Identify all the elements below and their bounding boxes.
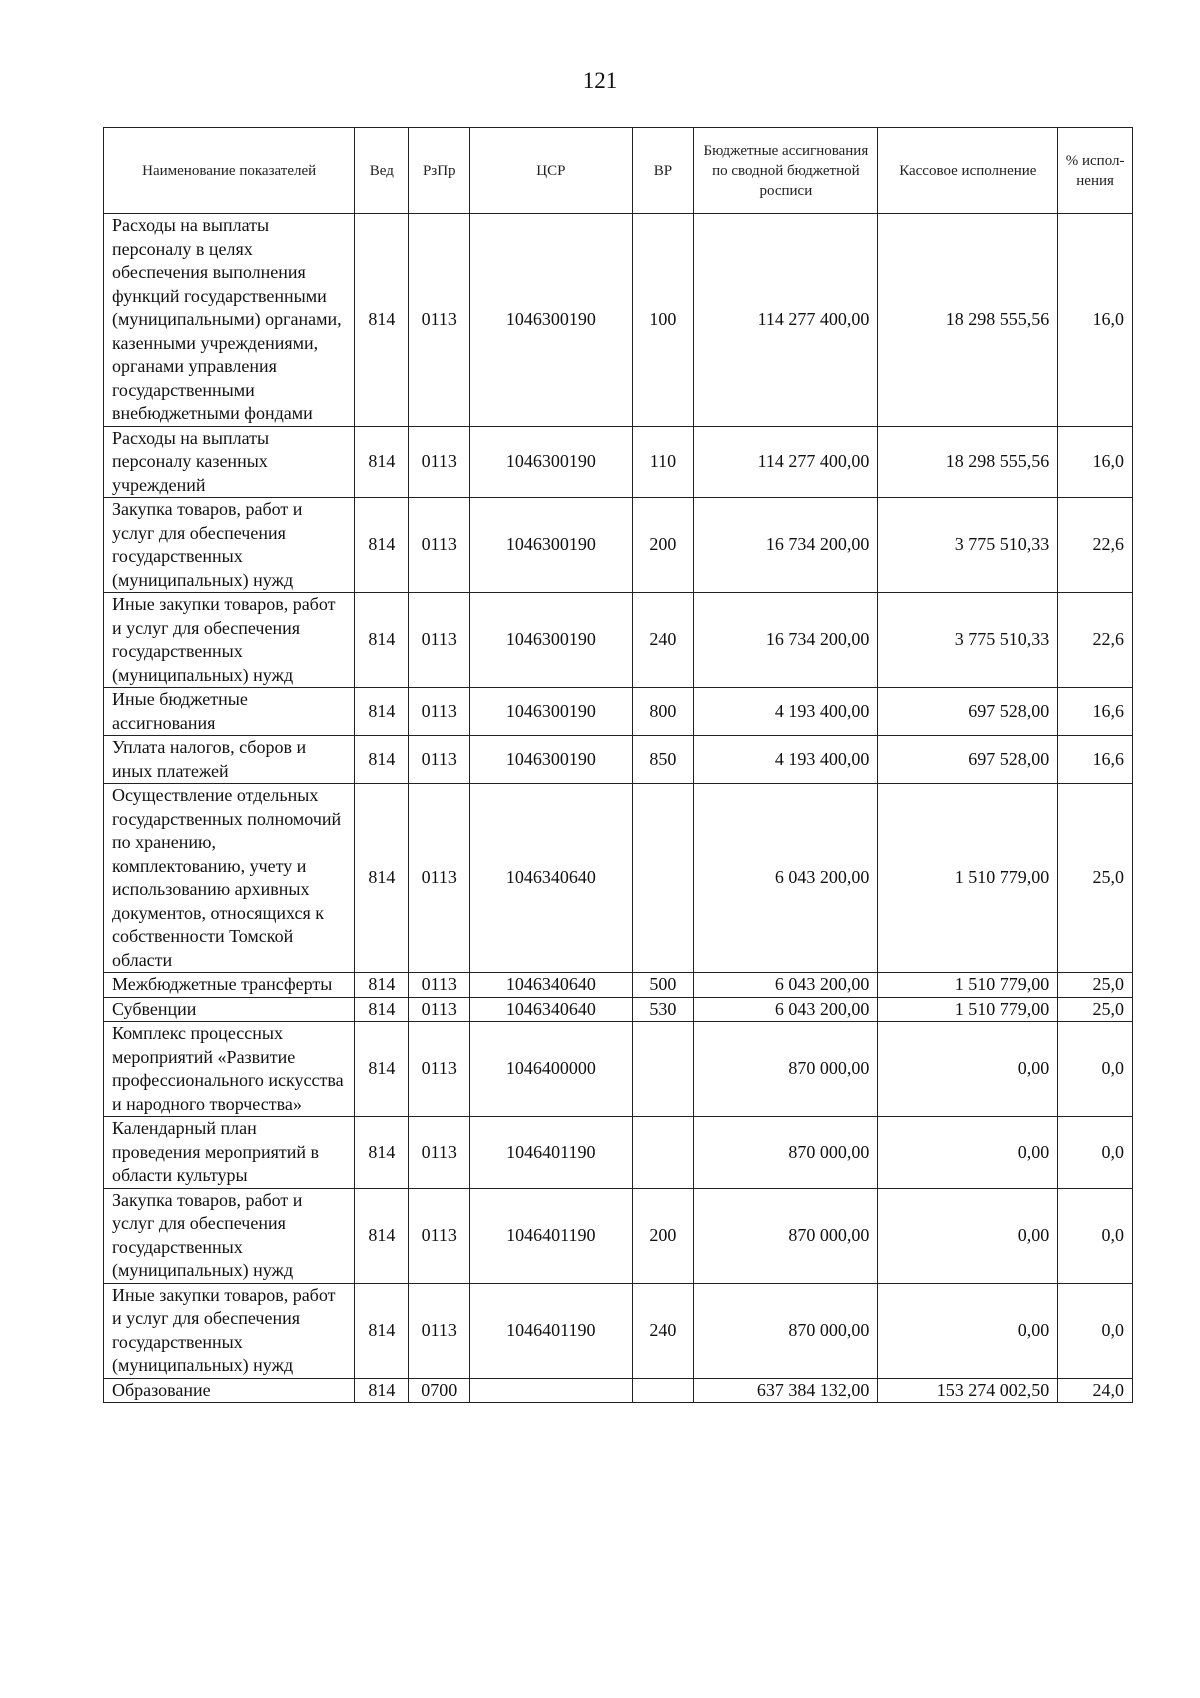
cell-name: Субвенции: [104, 997, 355, 1022]
cell-name: Комплекс процессных мероприятий «Развитие профессионального искусства и народного творчества»: [104, 1022, 355, 1117]
cell-budget: 16 734 200,00: [694, 498, 878, 593]
budget-execution-table: [103, 127, 1133, 1403]
cell-budget: 114 277 400,00: [694, 214, 878, 427]
table-row: [104, 973, 1133, 998]
cell-rzpr: 0113: [409, 1283, 470, 1378]
cell-ved: 814: [355, 593, 409, 688]
table-row: [104, 214, 1133, 427]
cell-vr: [632, 1378, 694, 1403]
table-row: [104, 498, 1133, 593]
cell-budget: 6 043 200,00: [694, 997, 878, 1022]
cell-name: Расходы на выплаты персоналу в целях обеспечения выполнения функций государственными (муниципальными) органами, казенными учреждениями, органами управления государственными внебюджетными фондами: [104, 214, 355, 427]
cell-vr: 100: [632, 214, 694, 427]
cell-name: Межбюджетные трансферты: [104, 973, 355, 998]
cell-percent: 25,0: [1058, 997, 1133, 1022]
cell-rzpr: 0113: [409, 1117, 470, 1189]
cell-budget: 6 043 200,00: [694, 784, 878, 973]
cell-percent: 0,0: [1058, 1022, 1133, 1117]
cell-budget: 16 734 200,00: [694, 593, 878, 688]
table-row: [104, 1188, 1133, 1283]
cell-percent: 0,0: [1058, 1117, 1133, 1189]
cell-vr: 530: [632, 997, 694, 1022]
cell-rzpr: 0113: [409, 1188, 470, 1283]
cell-name: Расходы на выплаты персоналу казенных учреждений: [104, 426, 355, 498]
cell-name: Иные закупки товаров, работ и услуг для обеспечения государственных (муниципальных) нужд: [104, 593, 355, 688]
cell-cash: 697 528,00: [878, 736, 1058, 784]
cell-cash: 0,00: [878, 1188, 1058, 1283]
cell-csr: 1046300190: [470, 426, 632, 498]
cell-csr: 1046340640: [470, 997, 632, 1022]
header-rzpr: РзПр: [409, 128, 470, 214]
cell-name: Образование: [104, 1378, 355, 1403]
header-budget: Бюджетные ассигнования по сводной бюджетной росписи: [694, 128, 878, 214]
cell-cash: 1 510 779,00: [878, 784, 1058, 973]
cell-ved: 814: [355, 426, 409, 498]
header-row: [104, 128, 1133, 214]
table-row: [104, 688, 1133, 736]
cell-vr: 240: [632, 1283, 694, 1378]
cell-budget: 114 277 400,00: [694, 426, 878, 498]
cell-csr: 1046401190: [470, 1117, 632, 1189]
cell-budget: 4 193 400,00: [694, 736, 878, 784]
cell-rzpr: 0113: [409, 997, 470, 1022]
cell-vr: 240: [632, 593, 694, 688]
header-vr: ВР: [632, 128, 694, 214]
cell-csr: [470, 1378, 632, 1403]
cell-csr: 1046400000: [470, 1022, 632, 1117]
cell-name: Иные закупки товаров, работ и услуг для обеспечения государственных (муниципальных) нужд: [104, 1283, 355, 1378]
header-csr: ЦСР: [470, 128, 632, 214]
cell-cash: 0,00: [878, 1117, 1058, 1189]
cell-ved: 814: [355, 736, 409, 784]
cell-ved: 814: [355, 997, 409, 1022]
cell-budget: 870 000,00: [694, 1117, 878, 1189]
cell-rzpr: 0113: [409, 784, 470, 973]
cell-budget: 4 193 400,00: [694, 688, 878, 736]
table-row: [104, 997, 1133, 1022]
cell-name: Осуществление отдельных государственных полномочий по хранению, комплектованию, учету и использованию архивных документов, относящихся к собственности Томской области: [104, 784, 355, 973]
cell-cash: 3 775 510,33: [878, 593, 1058, 688]
cell-percent: 25,0: [1058, 784, 1133, 973]
cell-rzpr: 0113: [409, 1022, 470, 1117]
cell-rzpr: 0113: [409, 736, 470, 784]
cell-cash: 18 298 555,56: [878, 214, 1058, 427]
cell-percent: 16,0: [1058, 426, 1133, 498]
cell-vr: 850: [632, 736, 694, 784]
cell-percent: 16,6: [1058, 736, 1133, 784]
header-percent: % испол-нения: [1058, 128, 1133, 214]
cell-budget: 870 000,00: [694, 1022, 878, 1117]
cell-budget: 637 384 132,00: [694, 1378, 878, 1403]
cell-name: Закупка товаров, работ и услуг для обеспечения государственных (муниципальных) нужд: [104, 1188, 355, 1283]
header-ved: Вед: [355, 128, 409, 214]
cell-percent: 16,0: [1058, 214, 1133, 427]
cell-ved: 814: [355, 1022, 409, 1117]
cell-vr: [632, 1022, 694, 1117]
table-row: [104, 1283, 1133, 1378]
cell-cash: 3 775 510,33: [878, 498, 1058, 593]
cell-budget: 870 000,00: [694, 1283, 878, 1378]
table-row: [104, 593, 1133, 688]
cell-cash: 153 274 002,50: [878, 1378, 1058, 1403]
cell-vr: [632, 784, 694, 973]
cell-vr: 800: [632, 688, 694, 736]
cell-ved: 814: [355, 1188, 409, 1283]
cell-rzpr: 0700: [409, 1378, 470, 1403]
cell-percent: 24,0: [1058, 1378, 1133, 1403]
cell-name: Календарный план проведения мероприятий в области культуры: [104, 1117, 355, 1189]
cell-csr: 1046300190: [470, 688, 632, 736]
cell-csr: 1046401190: [470, 1283, 632, 1378]
cell-rzpr: 0113: [409, 426, 470, 498]
cell-cash: 0,00: [878, 1283, 1058, 1378]
cell-cash: 1 510 779,00: [878, 973, 1058, 998]
table-row: [104, 736, 1133, 784]
cell-cash: 697 528,00: [878, 688, 1058, 736]
cell-csr: 1046401190: [470, 1188, 632, 1283]
cell-cash: 0,00: [878, 1022, 1058, 1117]
cell-vr: 200: [632, 498, 694, 593]
cell-ved: 814: [355, 214, 409, 427]
cell-csr: 1046300190: [470, 498, 632, 593]
cell-percent: 0,0: [1058, 1188, 1133, 1283]
cell-budget: 6 043 200,00: [694, 973, 878, 998]
cell-vr: 110: [632, 426, 694, 498]
table-row: [104, 1022, 1133, 1117]
cell-percent: 22,6: [1058, 498, 1133, 593]
cell-name: Иные бюджетные ассигнования: [104, 688, 355, 736]
cell-rzpr: 0113: [409, 973, 470, 998]
cell-percent: 22,6: [1058, 593, 1133, 688]
cell-ved: 814: [355, 498, 409, 593]
cell-cash: 1 510 779,00: [878, 997, 1058, 1022]
cell-ved: 814: [355, 688, 409, 736]
cell-percent: 25,0: [1058, 973, 1133, 998]
cell-csr: 1046340640: [470, 973, 632, 998]
cell-ved: 814: [355, 784, 409, 973]
cell-ved: 814: [355, 1378, 409, 1403]
cell-name: Уплата налогов, сборов и иных платежей: [104, 736, 355, 784]
cell-percent: 0,0: [1058, 1283, 1133, 1378]
cell-rzpr: 0113: [409, 214, 470, 427]
cell-percent: 16,6: [1058, 688, 1133, 736]
cell-ved: 814: [355, 1117, 409, 1189]
page-number: 121: [582, 68, 618, 93]
cell-rzpr: 0113: [409, 688, 470, 736]
cell-csr: 1046300190: [470, 736, 632, 784]
header-cash: Кассовое исполнение: [878, 128, 1058, 214]
cell-budget: 870 000,00: [694, 1188, 878, 1283]
header-name: Наименование показателей: [104, 128, 355, 214]
cell-csr: 1046300190: [470, 593, 632, 688]
cell-csr: 1046340640: [470, 784, 632, 973]
cell-cash: 18 298 555,56: [878, 426, 1058, 498]
table-row: [104, 426, 1133, 498]
cell-name: Закупка товаров, работ и услуг для обеспечения государственных (муниципальных) нужд: [104, 498, 355, 593]
cell-vr: 500: [632, 973, 694, 998]
cell-vr: [632, 1117, 694, 1189]
cell-rzpr: 0113: [409, 498, 470, 593]
cell-csr: 1046300190: [470, 214, 632, 427]
cell-ved: 814: [355, 1283, 409, 1378]
table-row: [104, 1378, 1133, 1403]
table-row: [104, 1117, 1133, 1189]
cell-ved: 814: [355, 973, 409, 998]
table-row: [104, 784, 1133, 973]
cell-vr: 200: [632, 1188, 694, 1283]
cell-rzpr: 0113: [409, 593, 470, 688]
